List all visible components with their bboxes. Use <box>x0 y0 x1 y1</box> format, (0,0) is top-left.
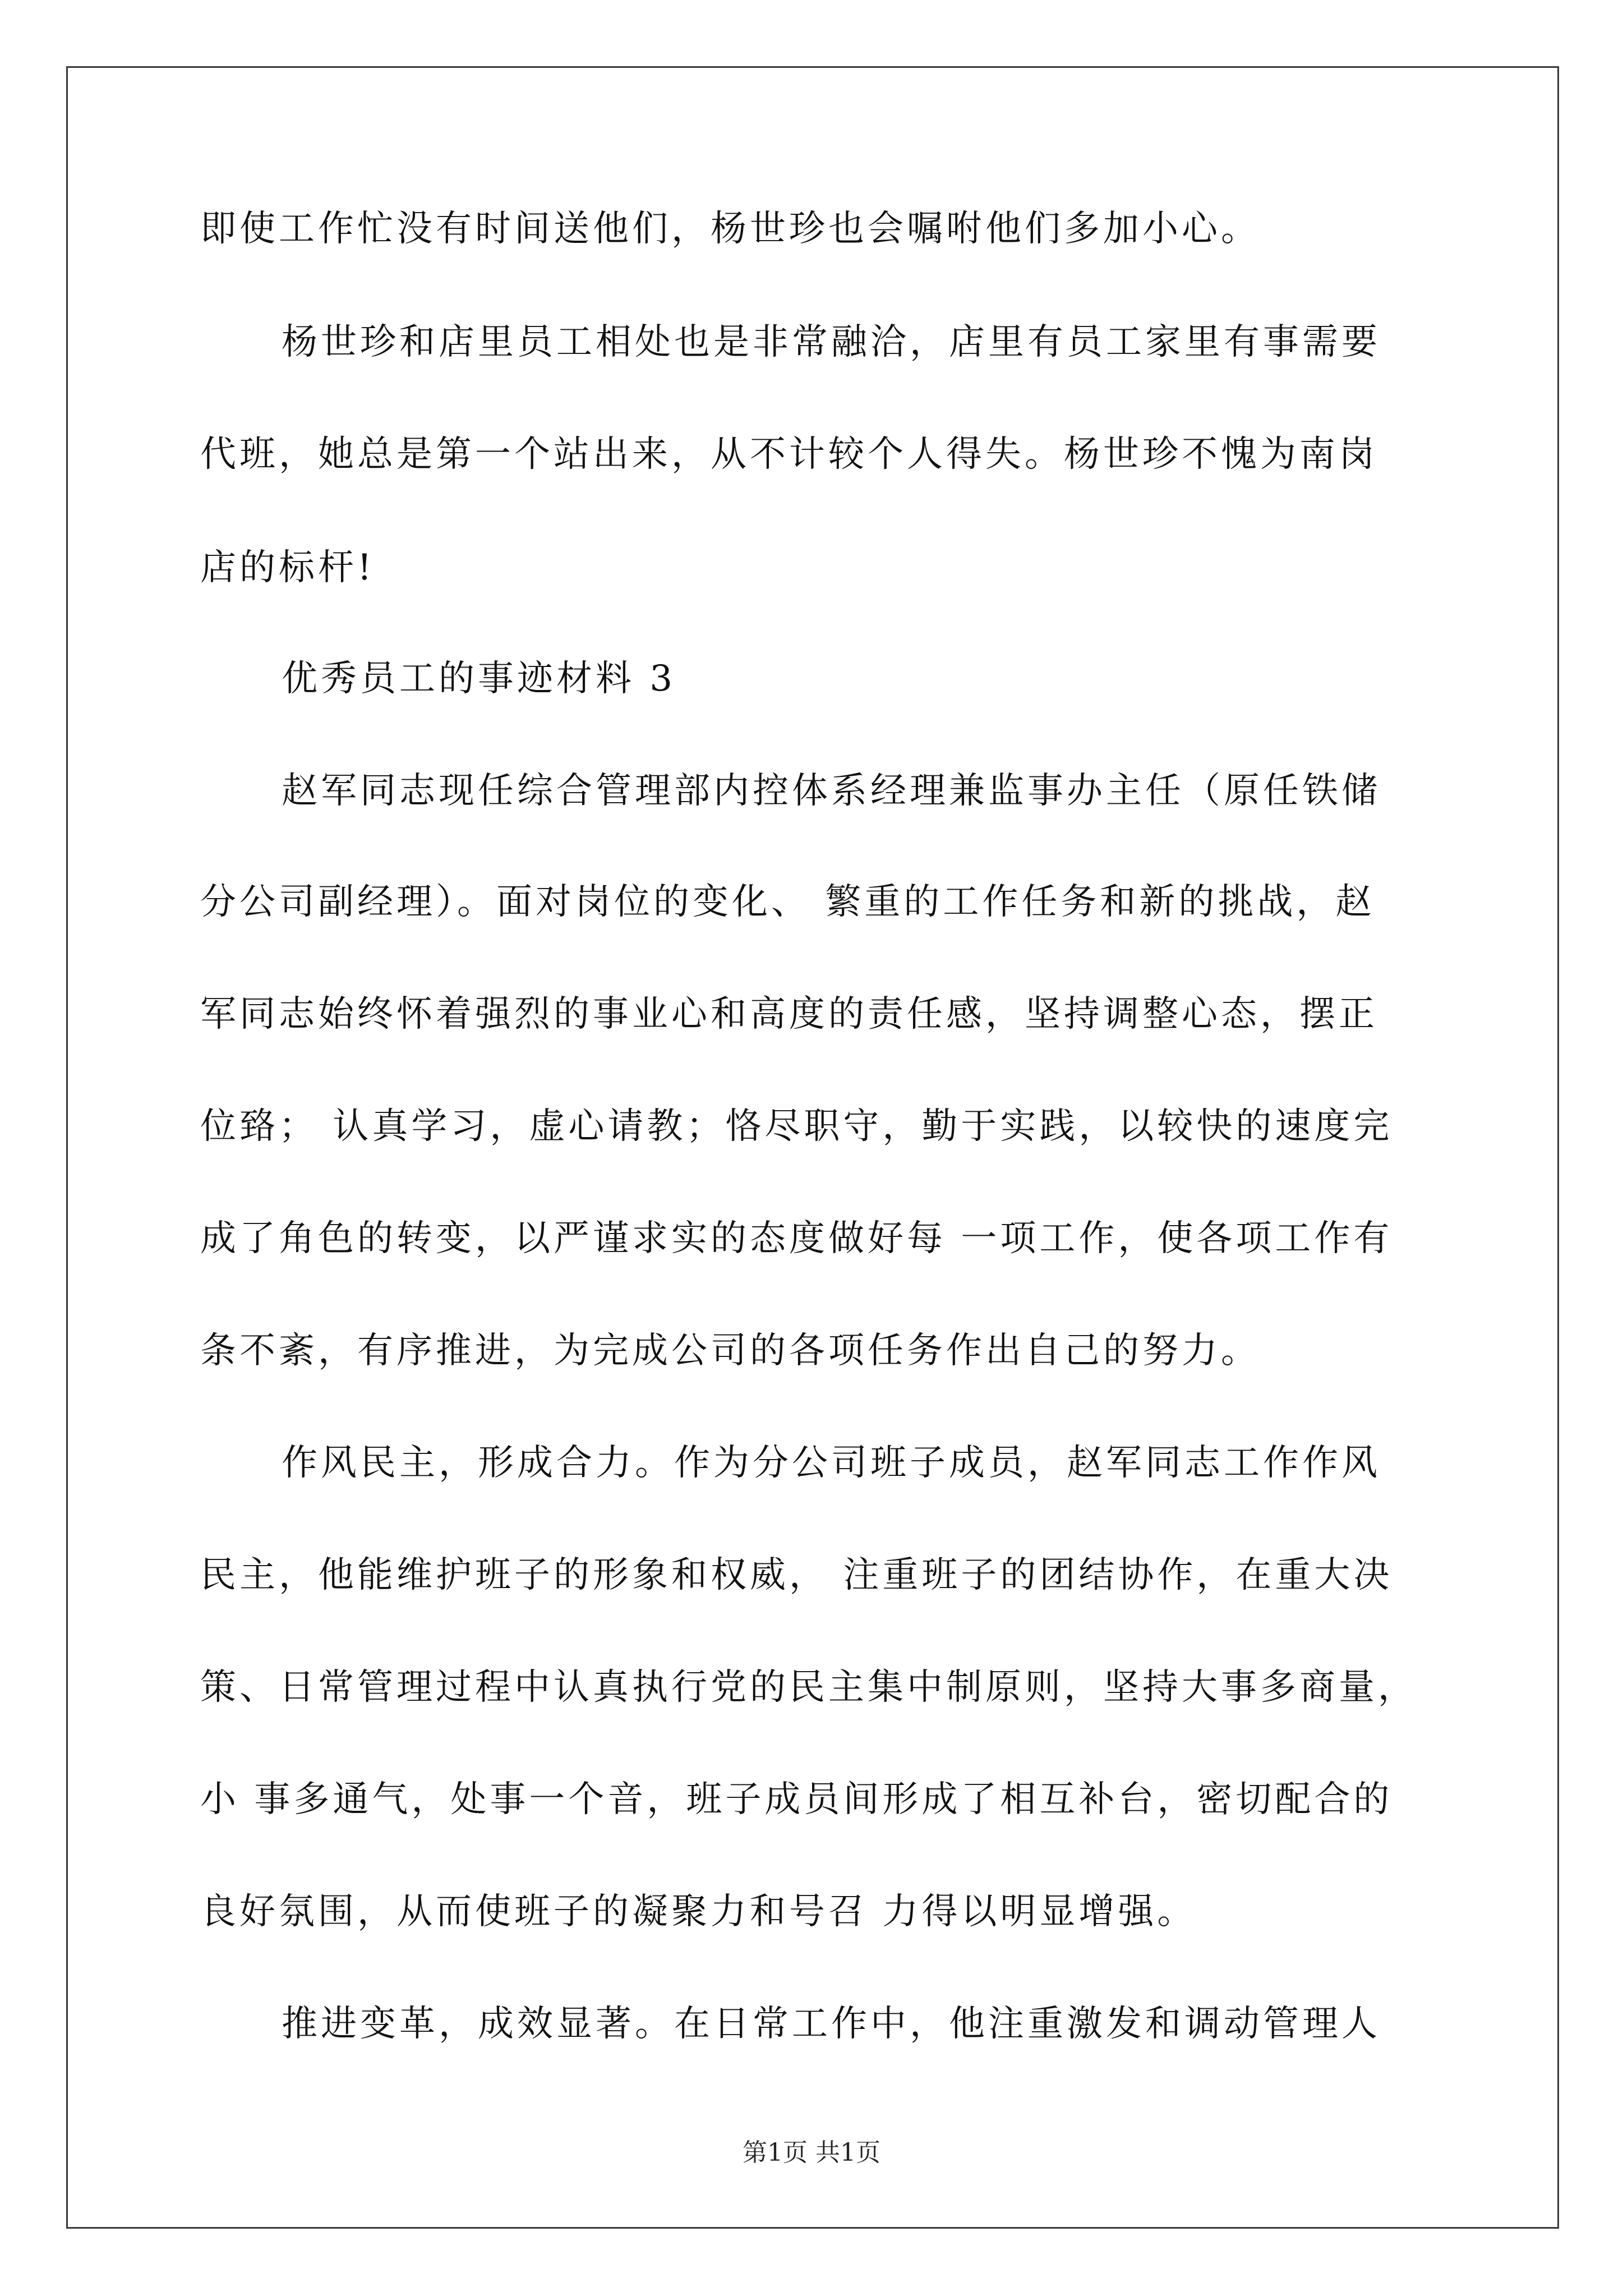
body-line: 推进变革，成效显著。在日常工作中，他注重激发和调动管理人 <box>282 2003 1381 2045</box>
section-heading: 优秀员工的事迹材料 3 <box>282 658 676 700</box>
body-line: 作风民主，形成合力。作为分公司班子成员，赵军同志工作作风 <box>282 1442 1381 1484</box>
body-line: 分公司副经理）。面对岗位的变化、 繁重的工作任务和新的挑战，赵 <box>200 881 1375 923</box>
body-line: 即使工作忙没有时间送他们，杨世珍也会嘱咐他们多加小心。 <box>200 208 1260 250</box>
body-line: 小 事多通气，处事一个音，班子成员间形成了相互补台，密切配合的 <box>200 1779 1393 1820</box>
body-line: 代班，她总是第一个站出来，从不计较个人得失。杨世珍不愧为南岗 <box>200 434 1378 475</box>
body-line: 民主，他能维护班子的形象和权威， 注重班子的团结协作，在重大决 <box>200 1554 1393 1596</box>
body-line: 条不紊，有序推进，为完成公司的各项任务作出自己的努力。 <box>200 1330 1260 1372</box>
page-footer: 第1页 共1页 <box>743 2138 880 2167</box>
body-line: 良好氛围，从而使班子的凝聚力和号召 力得以明显增强。 <box>200 1891 1197 1932</box>
body-line: 杨世珍和店里员工相处也是非常融洽，店里有员工家里有事需要 <box>282 321 1381 363</box>
body-line: 策、日常管理过程中认真执行党的民主集中制原则，坚持大事多商量， <box>200 1667 1417 1708</box>
body-line: 店的标杆! <box>200 547 375 588</box>
body-line: 赵军同志现任综合管理部内控体系经理兼监事办主任（原任铁储 <box>282 770 1381 812</box>
body-line: 成了角色的转变，以严谨求实的态度做好每 一项工作，使各项工作有 <box>200 1218 1393 1259</box>
body-line: 军同志始终怀着强烈的事业心和高度的责任感，坚持调整心态，摆正 <box>200 993 1378 1035</box>
body-line: 位臵； 认真学习，虚心请教；恪尽职守，勤于实践，以较快的速度完 <box>200 1106 1393 1147</box>
